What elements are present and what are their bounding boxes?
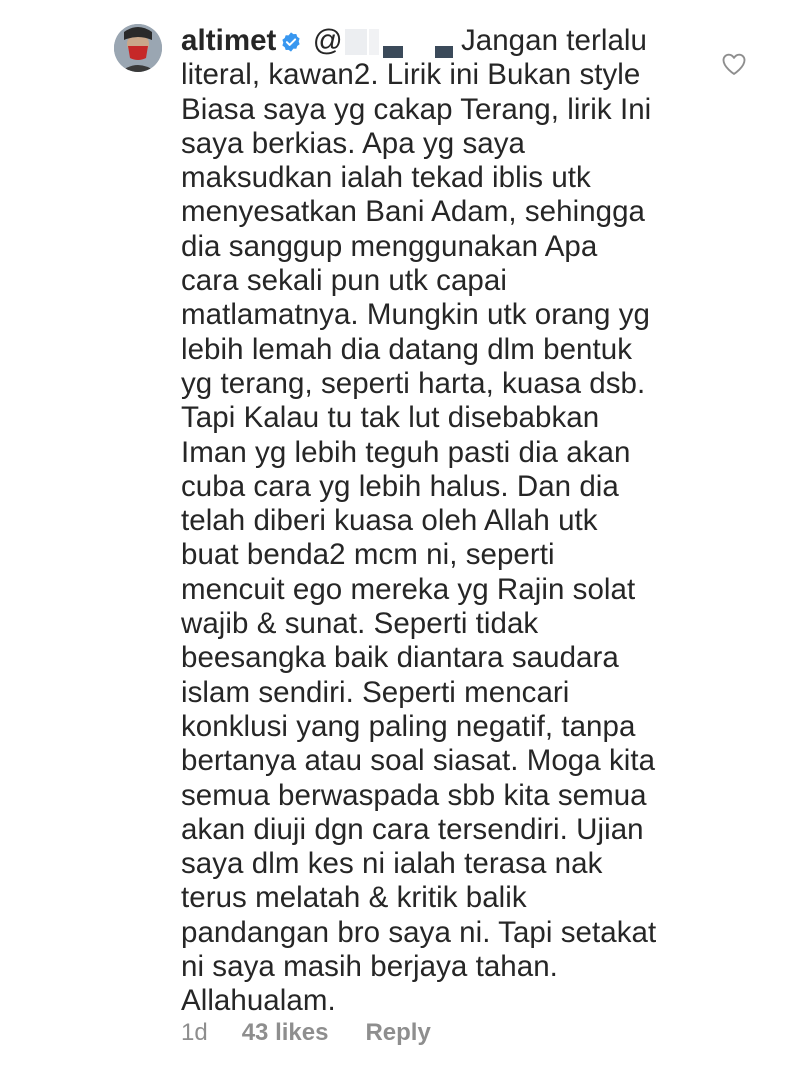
reply-button[interactable]: Reply	[365, 1019, 431, 1046]
redacted-mention-part	[369, 29, 379, 55]
avatar[interactable]	[114, 24, 162, 72]
likes-count-link[interactable]: 43 likes	[241, 1019, 329, 1046]
comment-meta	[181, 1019, 431, 1047]
heart-outline-icon	[720, 50, 748, 78]
comment-username[interactable]: altimet	[181, 24, 277, 57]
mention-text: @	[312, 24, 343, 57]
redacted-mention	[345, 29, 367, 55]
comment-timestamp: 1d	[181, 1019, 208, 1046]
mention-link[interactable]	[313, 24, 453, 57]
verified-badge-icon	[280, 27, 302, 49]
comment-body	[181, 24, 701, 1019]
comment-text: Jangan terlalu literal, kawan2. Lirik ini Bukan style Biasa saya yg cakap Terang, lirik Ini saya berkias. Apa yg saya maksudkan ialah tekad iblis utk menyesatkan Bani Adam, sehingga dia sanggup menggunakan Apa cara sekali pun utk capai matlamatnya. Mungkin utk orang yg lebih lemah dia datang dlm bentuk yg terang, seperti harta, kuasa dsb. Tapi Kalau tu tak lut disebabkan Iman yg lebih teguh pasti dia akan cuba cara yg lebih halus. Dan dia telah diberi kuasa oleh Allah utk buat benda2 mcm ni, seperti mencuit ego mereka yg Rajin solat wajib & sunat. Seperti tidak beesangka baik diantara saudara islam sendiri. Seperti mencari konklusi yang paling negatif, tanpa bertanya atau soal siasat. Moga kita semua berwaspada sbb kita semua akan diuji dgn cara tersendiri. Ujian saya dlm kes ni ialah terasa nak terus melatah & kritik balik pandangan bro saya ni. Tapi setakat ni saya masih berjaya tahan. Allahualam.	[181, 24, 657, 1018]
redacted-mention-part	[383, 46, 403, 58]
avatar-image	[114, 24, 162, 72]
redacted-mention-part	[435, 46, 453, 58]
like-button[interactable]	[720, 50, 748, 78]
